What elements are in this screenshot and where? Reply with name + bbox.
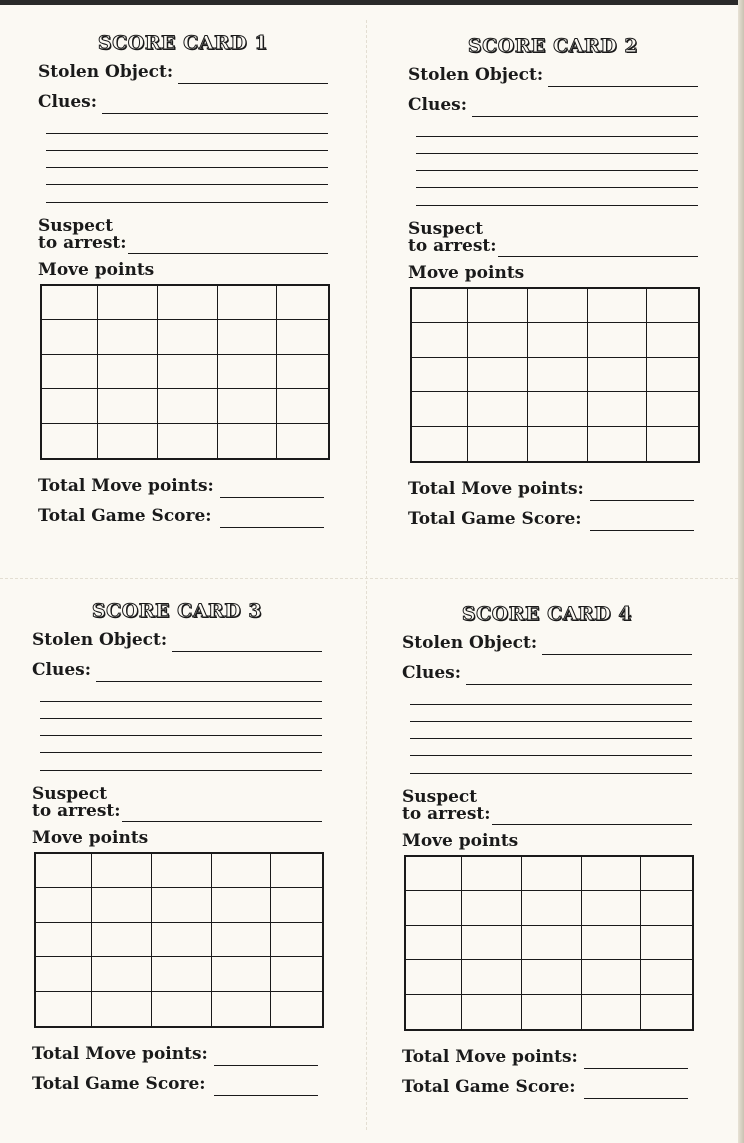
move-points-cell[interactable] (406, 926, 462, 960)
move-points-cell[interactable] (158, 424, 218, 458)
move-points-grid (40, 284, 330, 460)
move-points-cell[interactable] (412, 323, 468, 357)
move-points-cell[interactable] (158, 320, 218, 354)
move-points-cell[interactable] (271, 923, 322, 957)
suspect-field[interactable] (122, 821, 322, 822)
move-points-label: Move points (408, 263, 525, 283)
suspect-label: Suspect (38, 216, 114, 236)
move-points-cell[interactable] (462, 926, 522, 960)
move-points-cell[interactable] (412, 358, 468, 392)
move-points-cell[interactable] (92, 854, 152, 888)
move-points-cell[interactable] (528, 427, 588, 461)
move-points-cell[interactable] (212, 854, 271, 888)
move-points-cell[interactable] (42, 424, 98, 458)
move-points-cell[interactable] (36, 957, 92, 991)
move-points-cell[interactable] (641, 995, 692, 1029)
move-points-cell[interactable] (588, 358, 647, 392)
cut-line-horizontal (0, 578, 738, 579)
move-points-cell[interactable] (212, 923, 271, 957)
top-edge (0, 0, 744, 5)
move-points-cell[interactable] (92, 888, 152, 922)
move-points-cell[interactable] (277, 320, 328, 354)
move-points-cell[interactable] (277, 389, 328, 423)
to-arrest-label: to arrest: (38, 233, 127, 253)
move-points-cell[interactable] (462, 857, 522, 891)
move-points-cell[interactable] (582, 995, 641, 1029)
move-points-cell[interactable] (462, 995, 522, 1029)
move-points-label: Move points (38, 260, 155, 280)
move-points-cell[interactable] (641, 857, 692, 891)
move-points-cell[interactable] (588, 323, 647, 357)
move-points-cell[interactable] (582, 926, 641, 960)
total-move-points-label: Total Move points: (402, 1047, 578, 1067)
suspect-field[interactable] (498, 256, 698, 257)
move-points-cell[interactable] (522, 926, 582, 960)
clue-line-4[interactable] (40, 752, 322, 753)
total-game-score-label: Total Game Score: (402, 1077, 576, 1097)
move-points-cell[interactable] (462, 960, 522, 994)
move-points-cell[interactable] (468, 289, 528, 323)
move-points-cell[interactable] (406, 995, 462, 1029)
total-game-score-label: Total Game Score: (32, 1074, 206, 1094)
total-game-score-field[interactable] (214, 1095, 318, 1096)
to-arrest-label: to arrest: (402, 804, 491, 824)
move-points-cell[interactable] (412, 427, 468, 461)
clue-line-1[interactable] (410, 704, 692, 705)
suspect-label: Suspect (402, 787, 478, 807)
move-points-cell[interactable] (152, 888, 212, 922)
clue-line-2[interactable] (416, 153, 698, 154)
stolen-object-label: Stolen Object: (32, 630, 168, 650)
move-points-cell[interactable] (641, 926, 692, 960)
move-points-cell[interactable] (152, 854, 212, 888)
move-points-cell[interactable] (582, 857, 641, 891)
clue-line-2[interactable] (40, 718, 322, 719)
stolen-object-label: Stolen Object: (402, 633, 538, 653)
clue-line-5[interactable] (46, 202, 328, 203)
move-points-cell[interactable] (98, 424, 158, 458)
move-points-cell[interactable] (647, 392, 698, 426)
stolen-object-label: Stolen Object: (408, 65, 544, 85)
stolen-object-field[interactable] (178, 83, 328, 84)
move-points-cell[interactable] (647, 323, 698, 357)
suspect-label: Suspect (32, 784, 108, 804)
move-points-cell[interactable] (647, 289, 698, 323)
clues-field[interactable] (96, 681, 322, 682)
move-points-cell[interactable] (212, 992, 271, 1026)
move-points-cell[interactable] (647, 427, 698, 461)
total-move-points-field[interactable] (214, 1065, 318, 1066)
score-card-1 (38, 32, 338, 572)
move-points-cell[interactable] (42, 389, 98, 423)
move-points-cell[interactable] (271, 888, 322, 922)
total-move-points-label: Total Move points: (32, 1044, 208, 1064)
move-points-cell[interactable] (528, 392, 588, 426)
score-card-title: SCORE CARD 2 (467, 35, 639, 57)
move-points-cell[interactable] (218, 286, 277, 320)
move-points-cell[interactable] (271, 957, 322, 991)
move-points-cell[interactable] (468, 392, 528, 426)
total-game-score-field[interactable] (590, 530, 694, 531)
move-points-cell[interactable] (277, 286, 328, 320)
move-points-cell[interactable] (42, 320, 98, 354)
move-points-cell[interactable] (588, 392, 647, 426)
clue-line-4[interactable] (410, 755, 692, 756)
move-points-cell[interactable] (218, 355, 277, 389)
move-points-label: Move points (32, 828, 149, 848)
total-move-points-label: Total Move points: (38, 476, 214, 496)
move-points-cell[interactable] (92, 957, 152, 991)
total-game-score-label: Total Game Score: (38, 506, 212, 526)
score-card-4 (402, 603, 702, 1143)
move-points-cell[interactable] (42, 286, 98, 320)
move-points-cell[interactable] (528, 323, 588, 357)
move-points-cell[interactable] (218, 424, 277, 458)
clue-line-5[interactable] (416, 205, 698, 206)
move-points-cell[interactable] (212, 957, 271, 991)
move-points-cell[interactable] (641, 891, 692, 925)
move-points-cell[interactable] (98, 320, 158, 354)
stolen-object-field[interactable] (172, 651, 322, 652)
total-move-points-field[interactable] (590, 500, 694, 501)
move-points-cell[interactable] (36, 888, 92, 922)
suspect-field[interactable] (128, 253, 328, 254)
move-points-cell[interactable] (218, 389, 277, 423)
clue-line-1[interactable] (416, 136, 698, 137)
total-game-score-field[interactable] (584, 1098, 688, 1099)
move-points-cell[interactable] (212, 888, 271, 922)
move-points-cell[interactable] (528, 358, 588, 392)
clues-field[interactable] (102, 113, 328, 114)
move-points-cell[interactable] (218, 320, 277, 354)
move-points-cell[interactable] (271, 992, 322, 1026)
move-points-cell[interactable] (36, 992, 92, 1026)
move-points-cell[interactable] (522, 857, 582, 891)
move-points-cell[interactable] (582, 960, 641, 994)
move-points-cell[interactable] (641, 960, 692, 994)
move-points-cell[interactable] (412, 392, 468, 426)
clues-label: Clues: (408, 95, 468, 115)
clue-line-3[interactable] (40, 735, 322, 736)
move-points-cell[interactable] (522, 960, 582, 994)
page-edge (738, 0, 744, 1143)
clues-label: Clues: (32, 660, 92, 680)
stolen-object-field[interactable] (548, 86, 698, 87)
clues-field[interactable] (472, 116, 698, 117)
score-card-3 (32, 600, 332, 1140)
clue-line-1[interactable] (40, 701, 322, 702)
move-points-grid (404, 855, 694, 1031)
move-points-cell[interactable] (158, 286, 218, 320)
move-points-cell[interactable] (468, 323, 528, 357)
clue-line-3[interactable] (416, 170, 698, 171)
move-points-cell[interactable] (98, 355, 158, 389)
move-points-cell[interactable] (528, 289, 588, 323)
move-points-cell[interactable] (98, 389, 158, 423)
total-move-points-field[interactable] (584, 1068, 688, 1069)
total-game-score-label: Total Game Score: (408, 509, 582, 529)
move-points-cell[interactable] (152, 992, 212, 1026)
move-points-label: Move points (402, 831, 519, 851)
stolen-object-field[interactable] (542, 654, 692, 655)
move-points-cell[interactable] (588, 289, 647, 323)
move-points-cell[interactable] (98, 286, 158, 320)
total-move-points-label: Total Move points: (408, 479, 584, 499)
clue-line-2[interactable] (46, 150, 328, 151)
move-points-cell[interactable] (152, 923, 212, 957)
clue-line-3[interactable] (410, 738, 692, 739)
clue-line-1[interactable] (46, 133, 328, 134)
move-points-cell[interactable] (277, 424, 328, 458)
clues-label: Clues: (402, 663, 462, 683)
clue-line-2[interactable] (410, 721, 692, 722)
move-points-cell[interactable] (158, 355, 218, 389)
score-card-title: SCORE CARD 1 (97, 32, 269, 54)
move-points-cell[interactable] (271, 854, 322, 888)
move-points-cell[interactable] (406, 891, 462, 925)
to-arrest-label: to arrest: (32, 801, 121, 821)
total-move-points-field[interactable] (220, 497, 324, 498)
move-points-cell[interactable] (42, 355, 98, 389)
move-points-cell[interactable] (522, 891, 582, 925)
move-points-cell[interactable] (468, 427, 528, 461)
move-points-cell[interactable] (588, 427, 647, 461)
move-points-cell[interactable] (522, 995, 582, 1029)
move-points-cell[interactable] (158, 389, 218, 423)
clues-field[interactable] (466, 684, 692, 685)
move-points-cell[interactable] (468, 358, 528, 392)
move-points-grid (34, 852, 324, 1028)
clues-label: Clues: (38, 92, 98, 112)
clue-line-5[interactable] (410, 773, 692, 774)
move-points-grid (410, 287, 700, 463)
cut-line-vertical (366, 20, 367, 1130)
move-points-cell[interactable] (36, 923, 92, 957)
move-points-cell[interactable] (36, 854, 92, 888)
to-arrest-label: to arrest: (408, 236, 497, 256)
score-card-title: SCORE CARD 3 (91, 600, 263, 622)
move-points-cell[interactable] (152, 957, 212, 991)
move-points-cell[interactable] (406, 857, 462, 891)
move-points-cell[interactable] (277, 355, 328, 389)
suspect-label: Suspect (408, 219, 484, 239)
move-points-cell[interactable] (92, 992, 152, 1026)
move-points-cell[interactable] (412, 289, 468, 323)
move-points-cell[interactable] (582, 891, 641, 925)
clue-line-4[interactable] (416, 187, 698, 188)
score-card-2 (408, 35, 708, 575)
move-points-cell[interactable] (406, 960, 462, 994)
clue-line-5[interactable] (40, 770, 322, 771)
score-card-title: SCORE CARD 4 (461, 603, 633, 625)
move-points-cell[interactable] (647, 358, 698, 392)
move-points-cell[interactable] (92, 923, 152, 957)
total-game-score-field[interactable] (220, 527, 324, 528)
move-points-cell[interactable] (462, 891, 522, 925)
stolen-object-label: Stolen Object: (38, 62, 174, 82)
clue-line-3[interactable] (46, 167, 328, 168)
suspect-field[interactable] (492, 824, 692, 825)
clue-line-4[interactable] (46, 184, 328, 185)
